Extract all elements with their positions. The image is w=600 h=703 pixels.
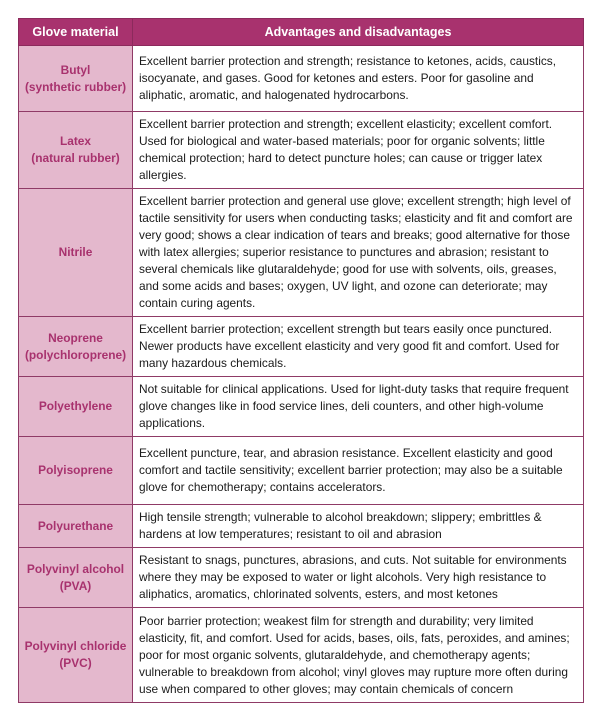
description-cell: Excellent barrier protection; excellent strength but tears easily once punctured. Newer products have excellent elasticity and very good fit and comfort. Used for many hazardous chemicals.	[133, 317, 584, 377]
material-cell: Polyisoprene	[19, 437, 133, 505]
material-cell: Polyethylene	[19, 377, 133, 437]
description-cell: Resistant to snags, punctures, abrasions, and cuts. Not suitable for environments where they may be exposed to water or light alcohols. Very high resistance to aliphatics, aromatics, chlorinated solvents, esters, and most ketones	[133, 548, 584, 608]
table-row	[19, 189, 584, 317]
table-row	[19, 548, 584, 608]
description-cell: Excellent puncture, tear, and abrasion resistance. Excellent elasticity and good comfort and tactile sensitivity; excellent barrier protection; may also be a suitable glove for chemotherapy; contains accelerators.	[133, 437, 584, 505]
description-cell: Excellent barrier protection and general use glove; excellent strength; high level of tactile sensitivity for users when conducting tasks; elasticity and fit and comfort are very good; shows a clear indication of tears and breaks; good alternative for those with latex allergies; superior resistance to punctures and abrasion; resistant to several chemicals like glutaraldehyde; good for use with solvents, oils, greases, and some acids and bases; oxygen, UV light, and ozone can deteriorate; may contain curing agents.	[133, 189, 584, 317]
material-cell: Latex (natural rubber)	[19, 112, 133, 189]
table-row	[19, 505, 584, 548]
table-row	[19, 112, 584, 189]
table-row	[19, 608, 584, 703]
table-row	[19, 437, 584, 505]
description-cell: Excellent barrier protection and strength; resistance to ketones, acids, caustics, isocyanate, and gases. Good for ketones and esters. Poor for gasoline and aliphatic, aromatic, and halogenated hydrocarbons.	[133, 46, 584, 112]
table-header-row	[19, 19, 584, 46]
material-cell: Nitrile	[19, 189, 133, 317]
header-advantages-disadvantages: Advantages and disadvantages	[133, 19, 584, 46]
material-cell: Polyvinyl alcohol (PVA)	[19, 548, 133, 608]
table-row	[19, 377, 584, 437]
table-row	[19, 46, 584, 112]
material-cell: Butyl (synthetic rubber)	[19, 46, 133, 112]
material-cell: Polyurethane	[19, 505, 133, 548]
header-glove-material: Glove material	[19, 19, 133, 46]
material-cell: Neoprene (polychloroprene)	[19, 317, 133, 377]
material-cell: Polyvinyl chloride (PVC)	[19, 608, 133, 703]
description-cell: Excellent barrier protection and strength; excellent elasticity; excellent comfort. Used for biological and water-based materials; poor for organic solvents; little chemical protection; hard to detect puncture holes; can cause or trigger latex allergies.	[133, 112, 584, 189]
description-cell: Not suitable for clinical applications. Used for light-duty tasks that require frequent glove changes like in food service lines, deli counters, and other high-volume applications.	[133, 377, 584, 437]
description-cell: Poor barrier protection; weakest film for strength and durability; very limited elasticity, fit, and comfort. Used for acids, bases, oils, fats, peroxides, and amines; poor for most organic solvents, glutaraldehyde, and chemotherapy agents; vulnerable to breakdown from alcohol; vinyl gloves may rupture more often during use when compared to other gloves; may contain chemicals of concern	[133, 608, 584, 703]
description-cell: High tensile strength; vulnerable to alcohol breakdown; slippery; embrittles & hardens at low temperatures; resistant to oil and abrasion	[133, 505, 584, 548]
glove-material-table-container	[18, 18, 583, 703]
glove-material-table	[18, 18, 584, 703]
table-row	[19, 317, 584, 377]
